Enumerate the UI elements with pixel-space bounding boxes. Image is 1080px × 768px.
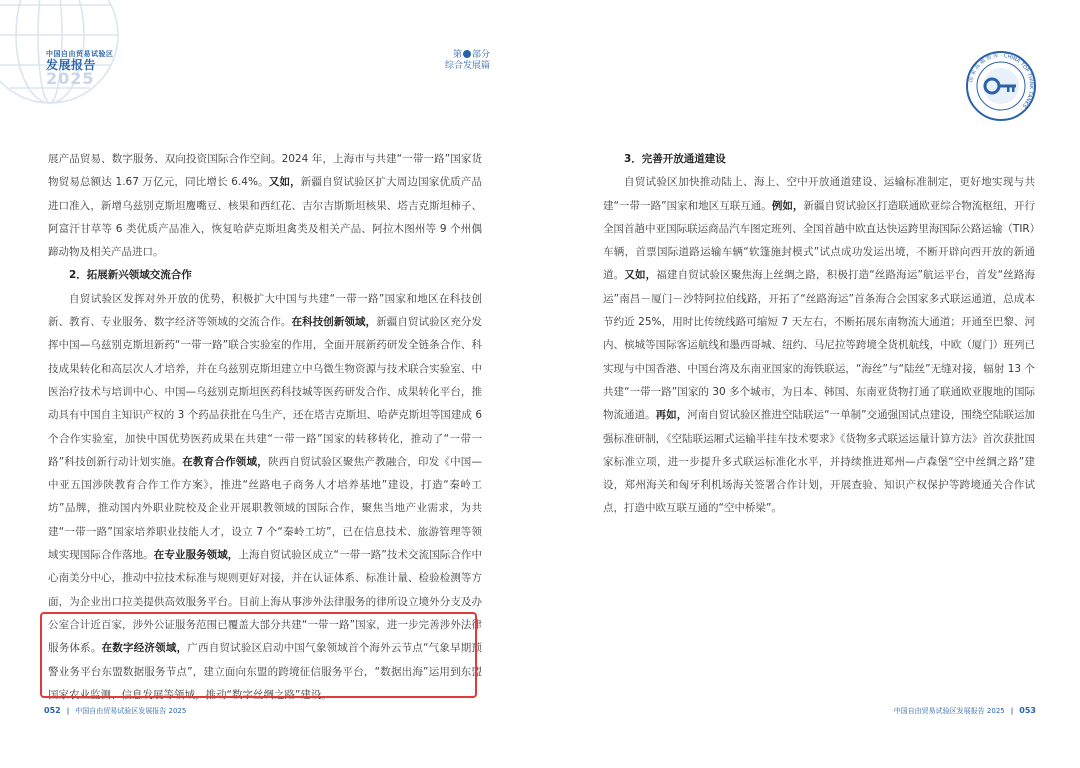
footer-right	[894, 706, 1036, 716]
paragraph-text: 自贸试验区发挥对外开放的优势，积极扩大中国与共建“一带一路”国家和地区在科技创新、教育、专业服务、数字经济等领域的交流合作。	[48, 292, 482, 329]
bold-lead: 在专业服务领域，	[153, 549, 239, 562]
svg-text:国 家 高 端 智 库 · CHINA TOP THINK: 国 家 高 端 智 库 · CHINA TOP THINK TANKS ·	[968, 52, 1035, 112]
section-heading-3: 3．完善开放通道建设	[624, 153, 726, 165]
paragraph-text: 新疆自贸试验区充分发挥中国—乌兹别克斯坦新药“一带一路”联合实验室的作用，全面开展新药研发全链条合作、科技成果转化和高层次人才培养，并在乌兹别克斯坦建立中乌微生物资源与技术联合实验室、中医治疗技术与培训中心、中国—乌兹别克斯坦医药科技城等医药研发合作、成果转化平台，推动具有中国自主知识产权的 3 个药品获批在乌生产，还在塔吉克斯坦、哈萨克斯坦等国建成 6 个合作实验室，加快中国优势医药成果在共建“一带一路”国家的转移转化，推动了“一带一路”科技创新行动计划实施。	[48, 316, 483, 468]
right-page-column	[603, 148, 1035, 521]
part-prefix: 第	[452, 50, 462, 60]
report-brand	[46, 50, 166, 87]
highlight-annotation-box	[40, 612, 477, 698]
part-number-dot-icon	[463, 50, 471, 58]
footer-title-right: 中国自由贸易试验区发展报告 2025	[893, 707, 1005, 715]
brand-subtitle: 中国自由贸易试验区	[46, 50, 114, 58]
bold-lead: 在教育合作领域，	[182, 455, 268, 468]
bold-lead: 再如，	[655, 409, 688, 422]
bold-lead: 在数字经济领域，	[101, 642, 188, 655]
brand-title: 发展报告	[46, 58, 97, 72]
bold-lead: 又如，	[624, 269, 657, 282]
section-heading-2: 2．拓展新兴领域交流合作	[69, 269, 192, 282]
paragraph-text: 陕西自贸试验区聚焦产教融合，印发《中国—中亚五国涉陕教育合作工作方案》，推进“丝路电子商务人才培养基地”建设，打造“秦岭工坊”品牌，推动国内外职业院校及企业开展职教领域的国际合作，聚焦当地产业需求，为共建“一带一路”国家培养职业技能人才，设立 7 个“秦岭工坊”，已在信息技术、旅游管理等领域实现国际合作落地。	[48, 455, 482, 562]
page-number-right: 053	[1019, 706, 1036, 715]
bold-lead: 例如，	[771, 199, 804, 212]
paragraph-text: 河南自贸试验区推进空陆联运“一单制”交通强国试点建设，围绕空陆联运加强标准研制，《空陆联运厢式运输半挂车技术要求》《货物多式联运运量计算方法》首次获批国家标准立项，进一步提升多式联运标准化水平，并持续推进郑州—卢森堡“空中丝绸之路”建设，郑州海关和匈牙利机场海关签署合作计划，开展查验、知识产权保护等跨境通关合作试点，打造中欧互联互通的“空中桥梁”。	[603, 409, 1036, 515]
page-number-left: 052	[44, 706, 61, 715]
bold-lead: 又如，	[268, 176, 301, 189]
paragraph-text: 福建自贸试验区聚焦海上丝绸之路，积极打造“丝路海运”航运平台，首发“丝路海运”南昌－厦门－沙特阿拉伯线路，开拓了“丝路海运”首条海合会国家多式联运通道，总成本节约近 25%，用时比传统线路可缩短 7 天左右，不断拓展东南物流大通道；开通至巴黎、河内、槟城等国际客运航线和墨西哥城、纽约、马尼拉等跨境全货机航线，中欧（厦门）班列已实现与中国香港、中国台湾及东南亚国家的海铁联运，“海丝”与“陆丝”无缝对接，辐射 13 个共建“一带一路”国家的 30 多个城市，为日本、韩国、东南亚货物打通了联通欧亚腹地的国际物流通道。	[603, 269, 1036, 422]
paragraph-text: 上海自贸试验区成立“一带一路”技术交流国际合作中心南美分中心，推动中拉技术标准与规则更好对接，并在认证体系、标准计量、检验检测等方面，为企业出口拉美提供高效服务平台。目前上海从事涉外法律服务的律所设立境外分支及办公室合计近百家，涉外公证服务范围已覆盖大部分共建“一带一路”国家，进一步完善涉外法律服务体系。	[48, 549, 482, 655]
part-label	[430, 50, 490, 72]
footer-separator: |	[66, 707, 70, 715]
paragraph-text: 新疆自贸试验区打造联通欧亚综合物流枢纽，开行全国首趟中亚国际联运商品汽车图定班列、全国首趟中欧直达快运跨里海国际公路运输（TIR）车辆，首票国际道路运输车辆“软篷施封模式”试点成功发运出境，不断开辟向西开放的新通道。	[603, 199, 1036, 282]
think-tank-seal-logo	[965, 50, 1037, 122]
paragraph-text: 广西自贸试验区启动中国气象领域首个海外云节点“气象早期预警业务平台东盟数据服务节点”，建立面向东盟的跨境征信服务平台，“数据出海”运用到东盟国家农业监测、信息发展等领域，推动“数字丝绸之路”建设。	[48, 642, 483, 701]
bold-lead: 在科技创新领域，	[291, 316, 377, 329]
footer-title-left: 中国自由贸易试验区发展报告 2025	[75, 707, 187, 715]
part-suffix: 部分	[471, 50, 490, 60]
brand-year: 2025	[46, 69, 95, 88]
footer-separator: |	[1010, 707, 1014, 715]
paragraph-trade	[48, 148, 482, 264]
part-title: 综合发展篇	[444, 61, 490, 71]
paragraph-text: 展产品贸易、数字服务、双向投资国际合作空间。2024 年，上海市与共建“一带一路”国家货物贸易总额达 1.67 万亿元，同比增长 6.4%。	[48, 153, 482, 189]
footer-left	[44, 706, 186, 716]
paragraph-text: 自贸试验区加快推动陆上、海上、空中开放通道建设、运输标准制定，更好地实现与共建“一带一路”国家和地区互联互通。	[603, 176, 1035, 212]
paragraph-channels	[603, 171, 1035, 520]
paragraph-text: 新疆自贸试验区扩大周边国家优质产品进口准入，新增乌兹别克斯坦鹰嘴豆、核果和西红花、吉尔吉斯斯坦核果、塔吉克斯坦柿子、阿富汗甘草等 6 类优质产品准入，恢复哈萨克斯坦禽类及相关产品、阿拉木图州等 9 个州偶蹄动物及相关产品进口。	[48, 176, 483, 259]
